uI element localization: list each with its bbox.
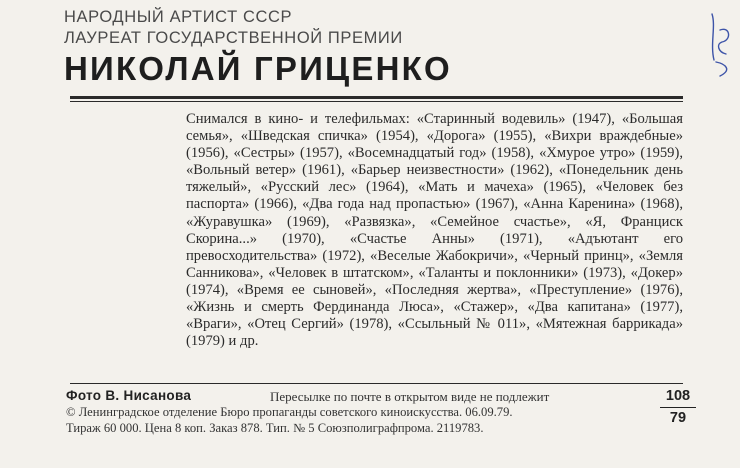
- catalog-number-divider: [660, 407, 696, 408]
- print-run-line: Тираж 60 000. Цена 8 коп. Заказ 878. Тип. № 5 Союзполиграфпрома. 2119783.: [66, 421, 484, 435]
- header-rule-thick: [70, 96, 683, 99]
- handwritten-mark-icon: [702, 4, 738, 82]
- filmography-text: Снимался в кино- и телефильмах: «Старинный водевиль» (1947), «Большая семья», «Шведская спичка» (1954), «Дорога» (1955), «Вихри враждебные» (1956), «Сестры» (1957), «Восемнадцатый год» (1958), «Хмурое утро» (1959), «Вольный ветер» (1961), «Барьер неизвестности» (1962), «Понедельник день тяжелый», «Русский лес» (1964), «Мать и мачеха» (1965), «Человек без паспорта» (1966), «Два года над пропастью» (1967), «Анна Каренина» (1968), «Журавушка» (1969), «Развязка», «Семейное счастье», «Я, Франциск Скорина...» (1970), «Счастье Анны» (1971), «Адъютант его превосходительства» (1972), «Веселые Жабокричи», «Черный принц», «Земля Санникова», «Человек в штатском», «Таланты и поклонники» (1973), «Докер» (1974), «Время ее сыновей», «Последняя жертва», «Преступление» (1976), «Жизнь и смерть Фердинанда Люса», «Стажер», «Два капитана» (1977), «Враги», «Отец Сергий» (1978), «Ссыльный № 011», «Мятежная баррикада» (1979) и др.: [186, 111, 683, 350]
- photo-credit: Фото В. Нисанова: [66, 388, 192, 403]
- title-line-2: ЛАУРЕАТ ГОСУДАРСТВЕННОЙ ПРЕМИИ: [64, 29, 403, 47]
- copyright-line: © Ленинградское отделение Бюро пропаганды советского киноискусства. 06.09.79.: [66, 405, 513, 419]
- header-rule-thin: [70, 101, 683, 102]
- catalog-number-top: 108: [665, 388, 691, 404]
- shipping-note: Пересылке по почте в открытом виде не подлежит: [270, 389, 550, 404]
- catalog-number-bottom: 79: [669, 410, 687, 426]
- actor-name: НИКОЛАЙ ГРИЦЕНКО: [64, 50, 452, 87]
- title-line-1: НАРОДНЫЙ АРТИСТ СССР: [64, 8, 293, 26]
- footer-rule: [70, 383, 683, 384]
